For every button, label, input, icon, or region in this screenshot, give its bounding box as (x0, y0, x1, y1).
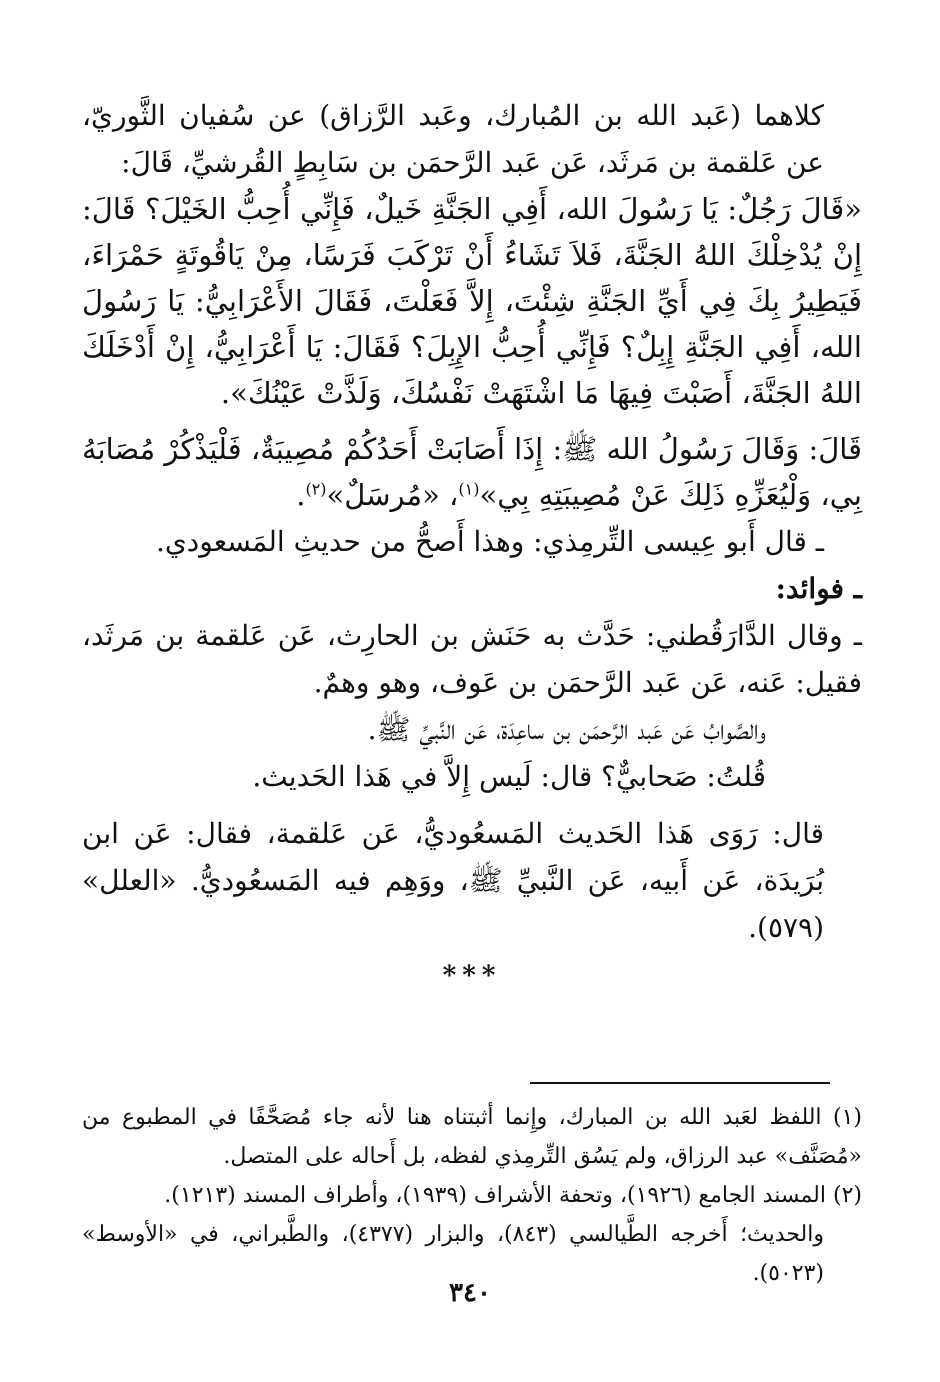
fawaid-heading: ـ فوائد: (775, 572, 862, 605)
page-body (82, 92, 862, 991)
footnote-2: (٢) المسند الجامع (١٩٢٦)، وتحفة الأشراف (١٩٣٩)، وأطراف المسند (١٢١٣). (164, 1183, 862, 1208)
section-separator: *** (442, 961, 502, 991)
hadith-quote-paragraph (82, 426, 862, 518)
daraqutni-paragraph: ـ وقال الدَّارَقُطني: حَدَّث به حَنَش بن الحارِث، عَن عَلقمة بن مَرثَد، فقيل: عَنه، عَن عَبد الرَّحمَن بن عَوف، وهو وهمٌ. (82, 619, 862, 699)
hadith-text: «قَالَ رَجُلٌ: يَا رَسُولَ الله، أَفِي الجَنَّةِ خَيلٌ، فَإِنِّي أُحِبُّ الخَيْلَ؟ قَالَ: إِنْ يُدْخِلْكَ اللهُ الجَنَّةَ، فَلاَ تَشَاءُ أَنْ تَرْكَبَ فَرَسًا، مِنْ يَاقُوتَةٍ حَمْرَاءَ، فَيَطِيرُ بِكَ فِي أَيِّ الجَنَّةِ شِئْتَ، إِلاَّ فَعَلْتَ، فَقَالَ الأَعْرَابِيُّ: يَا رَسُولَ الله، أَفِي الجَنَّةِ إِبِلٌ؟ فَإِنِّي أُحِبُّ الإِبِلَ؟ فَقَالَ: يَا أَعْرَابِيُّ، إِنْ أَدْخَلَكَ اللهُ الجَنَّةَ، أَصَبْتَ فِيهَا مَا اشْتَهَتْ نَفْسُكَ، وَلَذَّتْ عَيْنُكَ». (82, 192, 862, 410)
ilal-paragraph: قال: رَوَى هَذا الحَديث المَسعُوديُّ، عَن عَلقمة، فقال: عَن ابن بُرَيدَة، عَن أَبيه، عَن النَّبيِّ ﷺ، ووَهِم فيه المَسعُوديُّ. «العلل» (٥٧٩). (82, 817, 824, 944)
footnote-ref-2: (٢) (305, 479, 327, 499)
footnote-ref-1: (١) (458, 479, 480, 499)
tirmidhi-comment: ـ قال أَبو عِيسى التِّرمِذي: وهذا أَصحُّ من حديثِ المَسعودي. (155, 525, 824, 558)
page-number: ٣٤٠ (449, 1278, 491, 1308)
qultu-paragraph: قُلتُ: صَحابيٌّ؟ قال: لَيس إِلاَّ في هَذا الحَديث. (252, 760, 766, 793)
hadith-quote-main: قَالَ: وَقَالَ رَسُولُ الله ﷺ: إِذَا أَصَابَتْ أَحَدُكُمْ مُصِيبَةٌ، فَلْيَذْكُرْ مُصَابَهُ بِي، وَلْيُعَزِّهِ ذَلِكَ عَنْ مُصِيبَتِهِ بِي» (82, 432, 862, 512)
hadith-quote-end: . (296, 478, 306, 512)
footnote-1: (١) اللفظ لعَبد الله بن المبارك، وإِنما أثبتناه هنا لأنه جاء مُصَحَّفًا في المطبوع من «مُصَنَّف» عبد الرزاق، ولم يَسُق التِّرمِذي لفظه، بل أَحاله على المتصل. (82, 1105, 862, 1169)
isnad-paragraph: كلاهما (عَبد الله بن المُبارك، وعَبد الرَّزاق) عن سُفيان الثَّوريّ، عن عَلقمة بن مَرثَد، عَن عَبد الرَّحمَن بن سَابِطٍ القُرشيِّ، قَالَ: (82, 99, 824, 179)
footnote-divider (530, 1082, 830, 1084)
footnotes (82, 1098, 862, 1293)
footnote-2-continued: والحديث؛ أَخرجه الطَّيالسي (٨٤٣)، والبزار (٤٣٧٧)، والطَّبراني، في «الأوسط» (٥٠٢٣). (82, 1222, 824, 1286)
hadith-quote-mursal: ، «مُرسَلٌ» (326, 478, 459, 512)
sawab-paragraph: والصَّوابُ عَن عَبد الرَّحمَن بن ساعِدَة، عَن النَّبيِّ ﷺ. (367, 713, 766, 746)
